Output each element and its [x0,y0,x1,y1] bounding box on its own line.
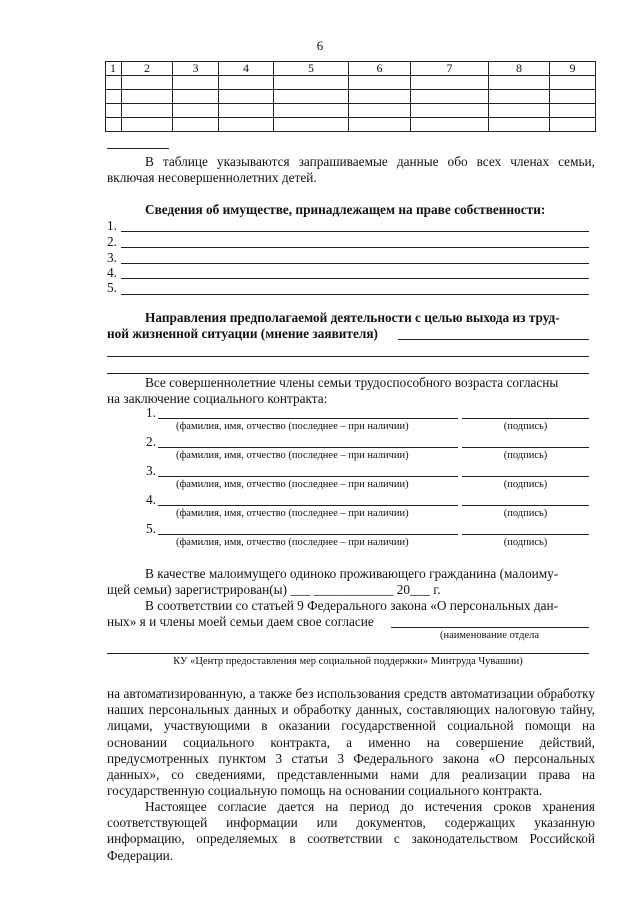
pd-consent-line2: ных» я и члены моей семьи даем свое согласие [107,614,374,629]
member-signature-line[interactable] [462,505,589,506]
property-item-line[interactable] [121,263,589,264]
department-caption: (наименование отдела [440,630,540,641]
member-signature-caption: (подпись) [503,537,548,548]
member-number: 1. [146,405,156,420]
member-name-caption: (фамилия, имя, отчество (последнее – при наличии) [176,537,409,548]
validity-paragraph: Настоящее согласие дается на период до истечения сроков хранения соответствующей информации или документов, содержащих указанную информацию, определяемых в соответствии с законодательством Российской Федерации. [107,799,595,863]
member-signature-caption: (подпись) [503,450,548,461]
member-name-line[interactable] [158,534,458,535]
table-header-cell: 1 [106,62,122,76]
member-name-line[interactable] [158,505,458,506]
member-signature-caption: (подпись) [503,479,548,490]
table-header-cell: 2 [122,62,173,76]
member-signature-line[interactable] [462,534,589,535]
property-heading: Сведения об имуществе, принадлежащем на праве собственности: [145,202,546,217]
member-number: 2. [146,434,156,449]
activity-answer-line[interactable] [107,373,589,374]
member-number: 4. [146,492,156,507]
member-name-line[interactable] [158,447,458,448]
member-number: 3. [146,463,156,478]
member-name-caption: (фамилия, имя, отчество (последнее – при наличии) [176,421,409,432]
table-header-cell: 9 [550,62,596,76]
table-row [106,90,596,104]
table-header-cell: 5 [274,62,349,76]
department-line[interactable] [391,627,589,628]
lowincome-line2: щей семьи) зарегистрирован(ы) ___ ____________ 20___ г. [107,582,441,597]
consent-intro-line1: Все совершеннолетние члены семьи трудоспособного возраста согласны [145,375,559,390]
member-name-caption: (фамилия, имя, отчество (последнее – при наличии) [176,479,409,490]
member-signature-caption: (подпись) [503,508,548,519]
property-item-number: 1. [107,218,117,233]
member-signature-line[interactable] [462,447,589,448]
table-header-cell: 4 [219,62,274,76]
property-item-line[interactable] [121,247,589,248]
property-item-number: 5. [107,280,117,295]
member-number: 5. [146,521,156,536]
member-name-line[interactable] [158,476,458,477]
consent-intro-line2: на заключение социального контракта: [107,391,328,406]
short-separator-line [107,148,169,149]
property-item-number: 4. [107,265,117,280]
member-name-caption: (фамилия, имя, отчество (последнее – при наличии) [176,450,409,461]
activity-answer-line[interactable] [107,356,589,357]
table-header-cell: 7 [411,62,489,76]
table-header-cell: 8 [489,62,550,76]
member-name-caption: (фамилия, имя, отчество (последнее – при наличии) [176,508,409,519]
table-row [106,118,596,132]
table-row [106,104,596,118]
page-number: 6 [316,38,324,53]
property-item-number: 3. [107,250,117,265]
activity-heading-line1: Направления предполагаемой деятельности с целью выхода из труд- [145,310,560,325]
organization-caption: КУ «Центр предоставления мер социальной поддержки» Минтруда Чувашии) [173,656,523,667]
activity-answer-line[interactable] [398,339,589,340]
table-header-row [106,62,596,76]
property-item-line[interactable] [121,294,589,295]
property-item-line[interactable] [121,231,589,232]
lowincome-line1: В качестве малоимущего одиноко проживающего гражданина (малоиму- [145,566,559,581]
member-signature-caption: (подпись) [503,421,548,432]
family-note-paragraph: В таблице указываются запрашиваемые данные обо всех членах семьи, включая несовершеннолетних детей. [107,154,595,186]
activity-heading-line2: ной жизненной ситуации (мнение заявителя) [107,326,378,341]
table-row [106,76,596,90]
processing-paragraph: на автоматизированную, а также без использования средств автоматизации обработку наших персональных данных и обработку данных, составляющих налоговую тайну, лицами, участвующими в оказании государственной социальной помощи на основании социального контракта, а именно на совершение действий, предусмотренных пунктом 3 статьи 3 Федерального закона «О персональных данных», со сведениями, представленными нами для реализации права на государственную социальную помощь на основании социального контракта. [107,686,595,799]
family-members-table [105,61,596,132]
organization-line[interactable] [107,653,589,654]
property-item-line[interactable] [121,278,589,279]
member-signature-line[interactable] [462,418,589,419]
property-item-number: 2. [107,234,117,249]
member-name-line[interactable] [158,418,458,419]
table-header-cell: 3 [173,62,219,76]
table-header-cell: 6 [349,62,411,76]
member-signature-line[interactable] [462,476,589,477]
pd-consent-line1: В соответствии со статьей 9 Федерального закона «О персональных дан- [145,598,559,613]
